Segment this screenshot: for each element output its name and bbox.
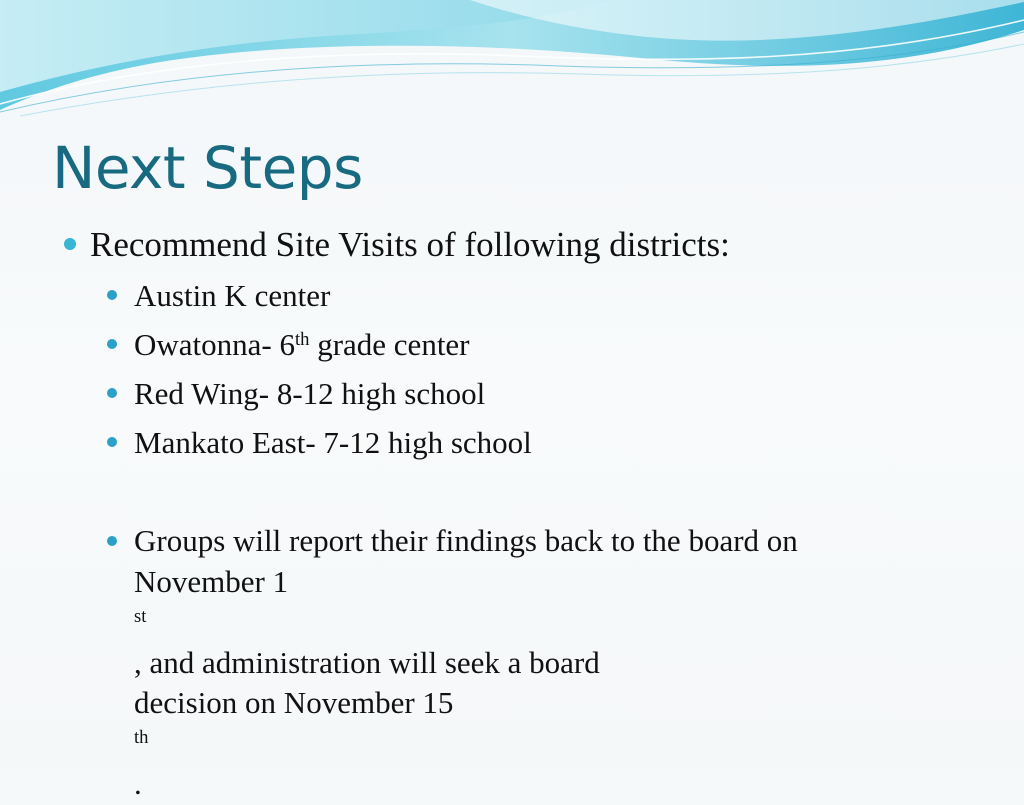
superscript: st <box>134 605 147 627</box>
sub-bullet-text: Mankato East- 7-12 high school <box>134 425 532 460</box>
bullet-text: Recommend Site Visits of following districts: <box>90 225 730 264</box>
slide-title: Next Steps <box>52 134 363 202</box>
sub-bullet-text: Red Wing- 8-12 high school <box>134 376 486 411</box>
sub-bullet-mankato-east <box>107 424 532 462</box>
bullet-dot <box>107 536 117 546</box>
superscript: th <box>294 328 310 350</box>
sub-bullet-text: Austin K center <box>134 278 331 313</box>
bullet-dot <box>64 238 76 250</box>
header-wave-decoration <box>0 0 1024 130</box>
sub-bullet-red-wing <box>107 375 485 413</box>
superscript: th <box>134 727 149 749</box>
sub-bullet-owatonna <box>107 326 470 364</box>
bullet-dot <box>107 339 117 349</box>
sub-bullet-text: Owatonna- 6th grade center <box>134 327 470 362</box>
bullet-dot <box>107 437 117 447</box>
sub-bullet-text: Groups will report their findings back to the board on November 1 $^{st}$ , and administration will seek a board decision on November 15 $^{th}$ . <box>134 523 798 801</box>
bullet-recommend-site-visits <box>64 224 730 266</box>
bullet-dot <box>107 388 117 398</box>
bullet-dot <box>107 290 117 300</box>
sub-bullet-report-findings <box>107 521 798 805</box>
sub-bullet-austin <box>107 277 330 315</box>
